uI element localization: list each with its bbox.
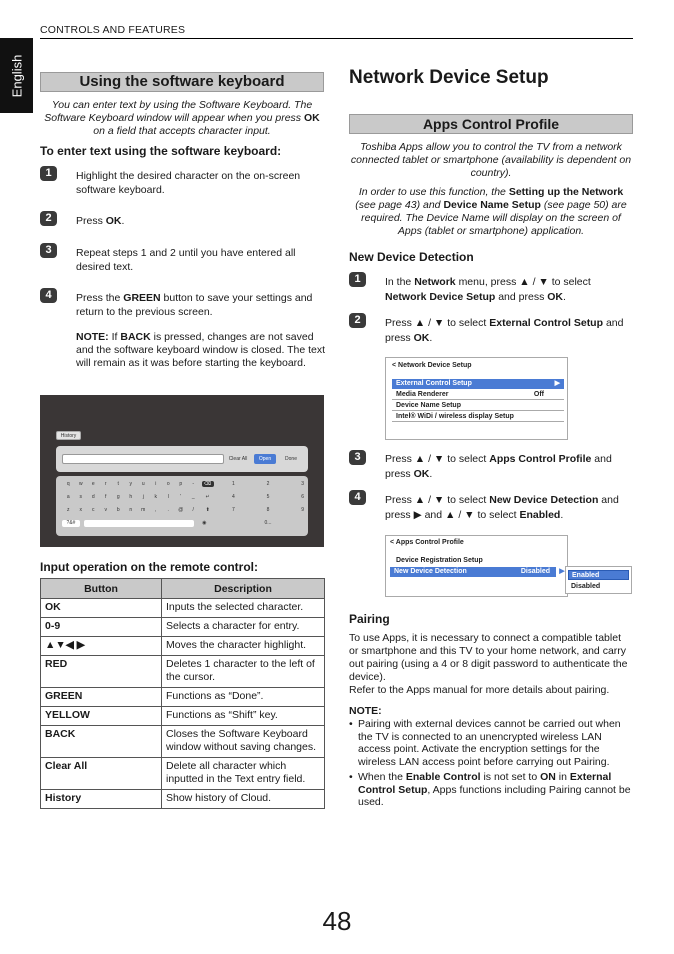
open-button[interactable]: Open (254, 454, 276, 464)
table-row (41, 726, 325, 758)
menu-title: < Apps Control Profile (390, 539, 464, 546)
num-key[interactable]: 0... (264, 520, 272, 526)
step-number: 2 (349, 313, 366, 328)
table-header-row (41, 579, 325, 599)
keyboard-intro: You can enter text by using the Software Keyboard. The Software Keyboard window will appear when you press OK on a field that accepts character input. (44, 99, 320, 137)
menu-item-external-control[interactable]: External Control Setup ▶ (392, 379, 564, 389)
key-row (62, 494, 214, 500)
table-row (41, 790, 325, 809)
column-header: Description (162, 579, 325, 599)
num-key[interactable]: 4 (232, 494, 235, 500)
key[interactable]: . (167, 507, 169, 513)
keyboard-section-title: Using the software keyboard (40, 72, 324, 92)
key[interactable]: j (142, 494, 144, 500)
step-text: Repeat steps 1 and 2 until you have entered all desired text. (76, 247, 296, 273)
description-cell: Functions as “Done”. (162, 688, 325, 707)
key[interactable]: u (141, 481, 145, 487)
apps-requirements: In order to use this function, the Setting up the Network (see page 43) and Device Name Setup (see page 50) are required. The Device Name will display on the screen of Apps (tablet or smartphone) application. (355, 186, 627, 237)
key[interactable]: y (129, 481, 132, 487)
column-header: Button (41, 579, 162, 599)
key[interactable]: - (192, 481, 195, 487)
key[interactable]: g (116, 494, 120, 500)
key[interactable]: o (166, 481, 170, 487)
num-key[interactable]: 7 (232, 507, 235, 513)
keyboard-subheading: To enter text using the software keyboard: (40, 144, 282, 158)
pairing-subheading: Pairing (349, 612, 390, 626)
key[interactable]: ' (180, 494, 182, 500)
table-row (41, 707, 325, 726)
new-device-subheading: New Device Detection (349, 250, 474, 264)
step-number: 1 (40, 166, 57, 181)
button-cell: YELLOW (41, 707, 162, 726)
key[interactable]: s (79, 494, 82, 500)
pairing-text: To use Apps, it is necessary to connect a compatible tablet or smartphone and this TV to your home network, and carry out pairing (using a 4 or 8 digit password to authenticate the device). Refer to the Apps manual for more details about pairing. (349, 632, 628, 696)
bullet-icon: • (349, 718, 353, 730)
step-text: Press ▲ / ▼ to select Apps Control Profile and press OK. (385, 453, 612, 480)
menu-title: < Network Device Setup (392, 362, 472, 369)
num-key[interactable]: 3 (301, 481, 304, 487)
symbol-key[interactable]: ?&# (62, 520, 80, 527)
apps-intro: Toshiba Apps allow you to control the TV from a network connected tablet or smartphone (availability is dependent on country). (350, 141, 632, 179)
key[interactable]: i (155, 481, 157, 487)
key[interactable]: v (104, 507, 107, 513)
table-row (41, 688, 325, 707)
apps-control-profile-menu (385, 535, 568, 597)
key[interactable]: l (167, 494, 169, 500)
step-text: Press OK. (76, 215, 125, 227)
key[interactable]: _ (191, 494, 195, 500)
button-cell: Clear All (41, 758, 162, 790)
globe-icon[interactable]: ◉ (202, 520, 207, 526)
page-number: 48 (322, 906, 352, 936)
step-number: 4 (40, 288, 57, 303)
menu-item-new-device-detection[interactable]: New Device Detection Disabled (390, 567, 564, 577)
key-row (62, 520, 211, 527)
description-cell: Selects a character for entry. (162, 618, 325, 637)
apps-section-title: Apps Control Profile (349, 114, 633, 134)
key[interactable]: e (91, 481, 95, 487)
key[interactable]: k (154, 494, 157, 500)
shift-icon[interactable]: ⬆ (205, 507, 210, 513)
table-row (41, 758, 325, 790)
header-rule (40, 38, 633, 39)
button-cell: BACK (41, 726, 162, 758)
key[interactable]: w (78, 481, 83, 487)
menu-item-device-registration[interactable]: Device Registration Setup (396, 557, 483, 564)
step-text: Highlight the desired character on the on-screen software keyboard. (76, 170, 301, 196)
table-row (41, 618, 325, 637)
text-entry-field[interactable] (62, 454, 224, 464)
arrow-right-icon: ▶ (556, 567, 568, 577)
step-number: 2 (40, 211, 57, 226)
key[interactable]: q (66, 481, 70, 487)
step-text: Press the GREEN button to save your settings and return to the previous screen. (76, 292, 313, 318)
step-text: In the Network menu, press ▲ / ▼ to select Network Device Setup and press OK. (385, 276, 591, 303)
menu-item-device-name[interactable]: Device Name Setup (392, 401, 564, 411)
description-cell: Deletes 1 character to the left of the cursor. (162, 656, 325, 688)
key-row (62, 507, 214, 513)
description-cell: Closes the Software Keyboard window without saving changes. (162, 726, 325, 758)
done-button[interactable]: Done (285, 456, 297, 462)
arrow-right-icon: ▶ (554, 380, 560, 387)
key[interactable]: r (104, 481, 107, 487)
num-key[interactable]: 9 (301, 507, 304, 513)
button-cell: History (41, 790, 162, 809)
option-disabled[interactable]: Disabled (571, 583, 601, 590)
pairing-note-1: • Pairing with external devices cannot be carried out when the TV is connected to an unencrypted wireless LAN access point. Activate the encryption settings for the wireless LAN access point before carrying out Pairing. (349, 718, 621, 768)
page-title: Network Device Setup (349, 67, 549, 88)
table-heading: Input operation on the remote control: (40, 560, 258, 574)
network-device-setup-menu (385, 357, 568, 440)
num-key[interactable]: 6 (301, 494, 304, 500)
language-tab-label: English (9, 54, 24, 97)
key[interactable]: a (66, 494, 70, 500)
step-text: Press ▲ / ▼ to select New Device Detection and press ▶ and ▲ / ▼ to select Enabled. (385, 494, 619, 521)
key[interactable]: , (155, 507, 157, 513)
button-cell: 0-9 (41, 618, 162, 637)
key[interactable]: m (141, 507, 146, 513)
remote-control-table (40, 578, 325, 809)
key[interactable]: f (105, 494, 107, 500)
description-cell: Functions as “Shift” key. (162, 707, 325, 726)
num-key[interactable]: 1 (232, 481, 235, 487)
table-row (41, 637, 325, 656)
key[interactable]: p (179, 481, 183, 487)
key[interactable]: h (129, 494, 133, 500)
option-enabled[interactable]: Enabled (568, 570, 629, 580)
step-number: 3 (349, 450, 366, 465)
key[interactable]: z (67, 507, 70, 513)
menu-item-widi[interactable]: Intel® WiDi / wireless display Setup (392, 412, 564, 422)
description-cell: Moves the character highlight. (162, 637, 325, 656)
table-row (41, 656, 325, 688)
options-dropdown (565, 566, 632, 594)
step-number: 3 (40, 243, 57, 258)
description-cell: Show history of Cloud. (162, 790, 325, 809)
enter-icon[interactable]: ↵ (205, 494, 210, 500)
language-tab (0, 38, 33, 113)
step-number: 4 (349, 490, 366, 505)
software-keyboard-screenshot (40, 395, 324, 547)
button-cell: OK (41, 599, 162, 618)
menu-item-media-renderer[interactable]: Media Renderer Off (392, 390, 564, 400)
button-cell: RED (41, 656, 162, 688)
pairing-note-2: • When the Enable Control is not set to ON in External Control Setup, Apps functions including Pairing cannot be used. (349, 771, 631, 808)
text-entry-panel (56, 446, 308, 472)
key[interactable]: t (117, 481, 119, 487)
key[interactable]: x (79, 507, 82, 513)
key-grid (56, 476, 308, 536)
key[interactable]: n (129, 507, 133, 513)
num-key[interactable]: 2 (266, 481, 270, 487)
num-key[interactable]: 5 (266, 494, 270, 500)
key[interactable]: c (92, 507, 95, 513)
table-row (41, 599, 325, 618)
key[interactable]: @ (178, 507, 184, 513)
description-cell: Inputs the selected character. (162, 599, 325, 618)
backspace-icon[interactable]: ⌫ (202, 481, 214, 487)
key[interactable]: b (116, 507, 120, 513)
num-key[interactable]: 8 (266, 507, 270, 513)
space-key[interactable] (84, 520, 194, 527)
number-pad (232, 481, 304, 533)
description-cell: Delete all character which inputted in the Text entry field. (162, 758, 325, 790)
button-cell: ▲▼◀ ▶ (41, 637, 162, 656)
running-header: CONTROLS AND FEATURES (40, 24, 186, 36)
key[interactable]: / (192, 507, 194, 513)
button-cell: GREEN (41, 688, 162, 707)
bullet-icon: • (349, 771, 353, 783)
clear-all-button[interactable]: Clear All (228, 456, 248, 462)
pairing-note-label: NOTE: (349, 705, 382, 717)
history-button[interactable]: History (56, 431, 81, 440)
step-number: 1 (349, 272, 366, 287)
step-text: Press ▲ / ▼ to select External Control Setup and press OK. (385, 317, 624, 344)
keyboard-note: NOTE: If BACK is pressed, changes are not saved and the software keyboard window is closed. The text will remain as it was before starting the keyboard. (76, 331, 326, 369)
key[interactable]: d (91, 494, 95, 500)
key-row (62, 481, 214, 487)
